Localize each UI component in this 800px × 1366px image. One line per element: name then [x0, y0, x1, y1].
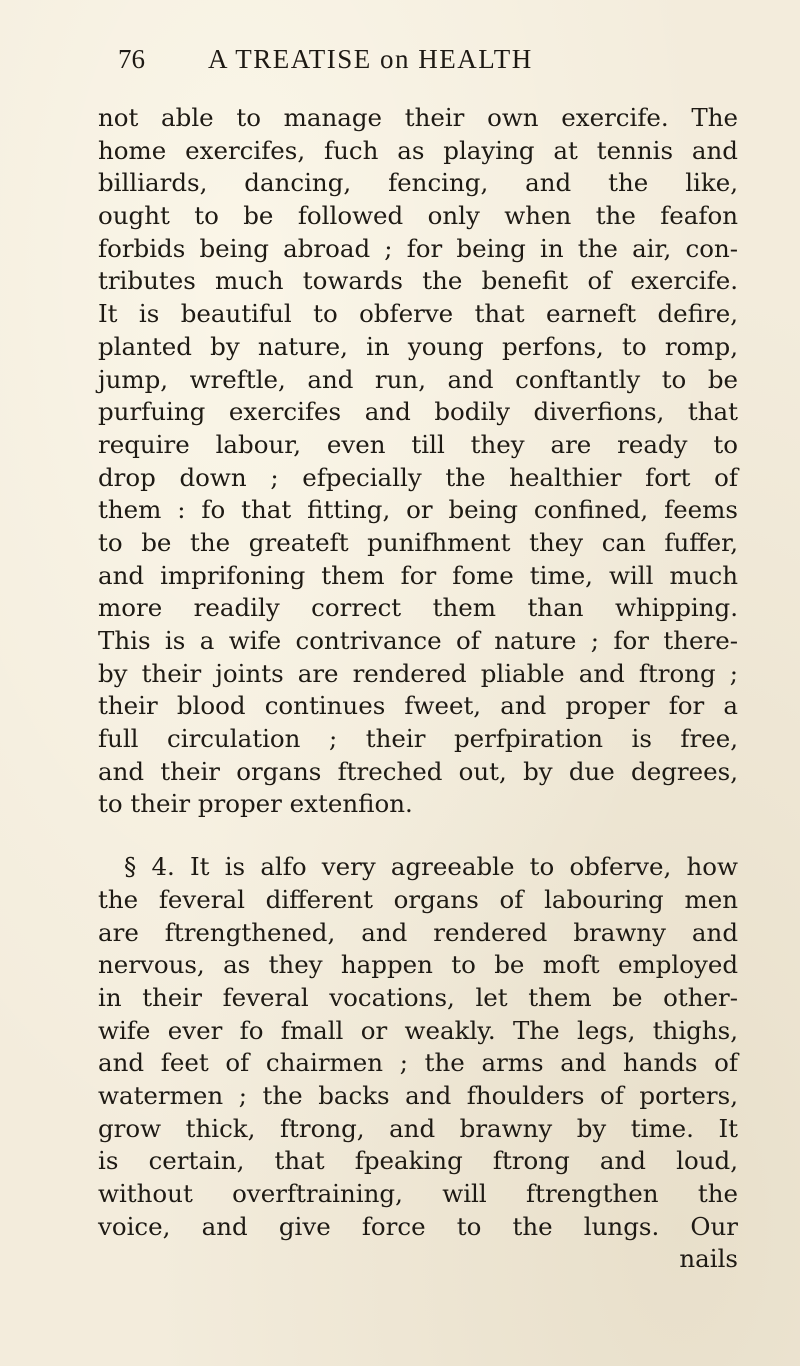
catchword: nails: [679, 1244, 738, 1274]
text-line: jump, wreftle, and run, and conftantly to be: [98, 364, 738, 394]
paragraph-gap: [98, 821, 738, 851]
paragraph-1: [98, 102, 738, 821]
text-line: full circulation ; their perfpiration is free,: [98, 724, 738, 754]
text-line: require labour, even till they are ready to: [98, 429, 738, 459]
text-line: and feet of chairmen ; the arms and hands of: [98, 1048, 738, 1078]
text-line: home exercifes, fuch as playing at tennis and: [98, 135, 738, 165]
text-line: watermen ; the backs and fhoulders of porters,: [98, 1080, 738, 1110]
text-line: tributes much towards the benefit of exercife.: [98, 266, 738, 296]
text-line: are ftrengthened, and rendered brawny and: [98, 917, 738, 947]
text-line: and their organs ftreched out, by due degrees,: [98, 756, 738, 786]
text-line: and imprifoning them for fome time, will much: [98, 560, 738, 590]
text-line: drop down ; efpecially the healthier fort of: [98, 462, 738, 492]
text-line: voice, and give force to the lungs. Our: [98, 1211, 738, 1241]
section-line: § 4. It is alfo very agreeable to obferve, how: [124, 852, 738, 882]
text-line: It is beautiful to obferve that earneft defire,: [98, 299, 738, 329]
text-line: in their feveral vocations, let them be other-: [98, 982, 738, 1012]
page-header: [118, 44, 698, 88]
body-text: [98, 102, 738, 1276]
text-line: not able to manage their own exercife. The: [98, 103, 738, 132]
text-line: forbids being abroad ; for being in the air, con-: [98, 233, 738, 263]
text-line: This is a wife contrivance of nature ; for there-: [98, 626, 738, 655]
running-head: A TREATISE on HEALTH: [208, 44, 533, 74]
text-line: grow thick, ftrong, and brawny by time. It: [98, 1113, 738, 1143]
text-line: them : fo that fitting, or being confined, feems: [98, 495, 738, 525]
text-line: planted by nature, in young perfons, to romp,: [98, 331, 738, 361]
text-line: more readily correct them than whipping.: [98, 593, 738, 623]
text-line: wife ever fo fmall or weakly. The legs, thighs,: [98, 1015, 738, 1045]
text-line: their blood continues fweet, and proper for a: [98, 691, 738, 721]
text-line: purfuing exercifes and bodily diverfions, that: [98, 397, 738, 427]
text-line: to their proper extenfion.: [98, 789, 413, 819]
text-line: the feveral different organs of labouring men: [98, 884, 738, 914]
text-line: is certain, that fpeaking ftrong and loud,: [98, 1146, 738, 1176]
page-number: 76: [118, 44, 145, 74]
text-line: without overftraining, will ftrengthen the: [98, 1179, 738, 1208]
text-line: to be the greateft punifhment they can fuffer,: [98, 527, 738, 557]
text-line: billiards, dancing, fencing, and the like,: [98, 168, 738, 198]
paragraph-2: [98, 851, 738, 1243]
text-line: nervous, as they happen to be moft employed: [98, 950, 738, 980]
text-line: by their joints are rendered pliable and ftrong ;: [98, 658, 738, 688]
text-line: ought to be followed only when the feafon: [98, 201, 738, 231]
